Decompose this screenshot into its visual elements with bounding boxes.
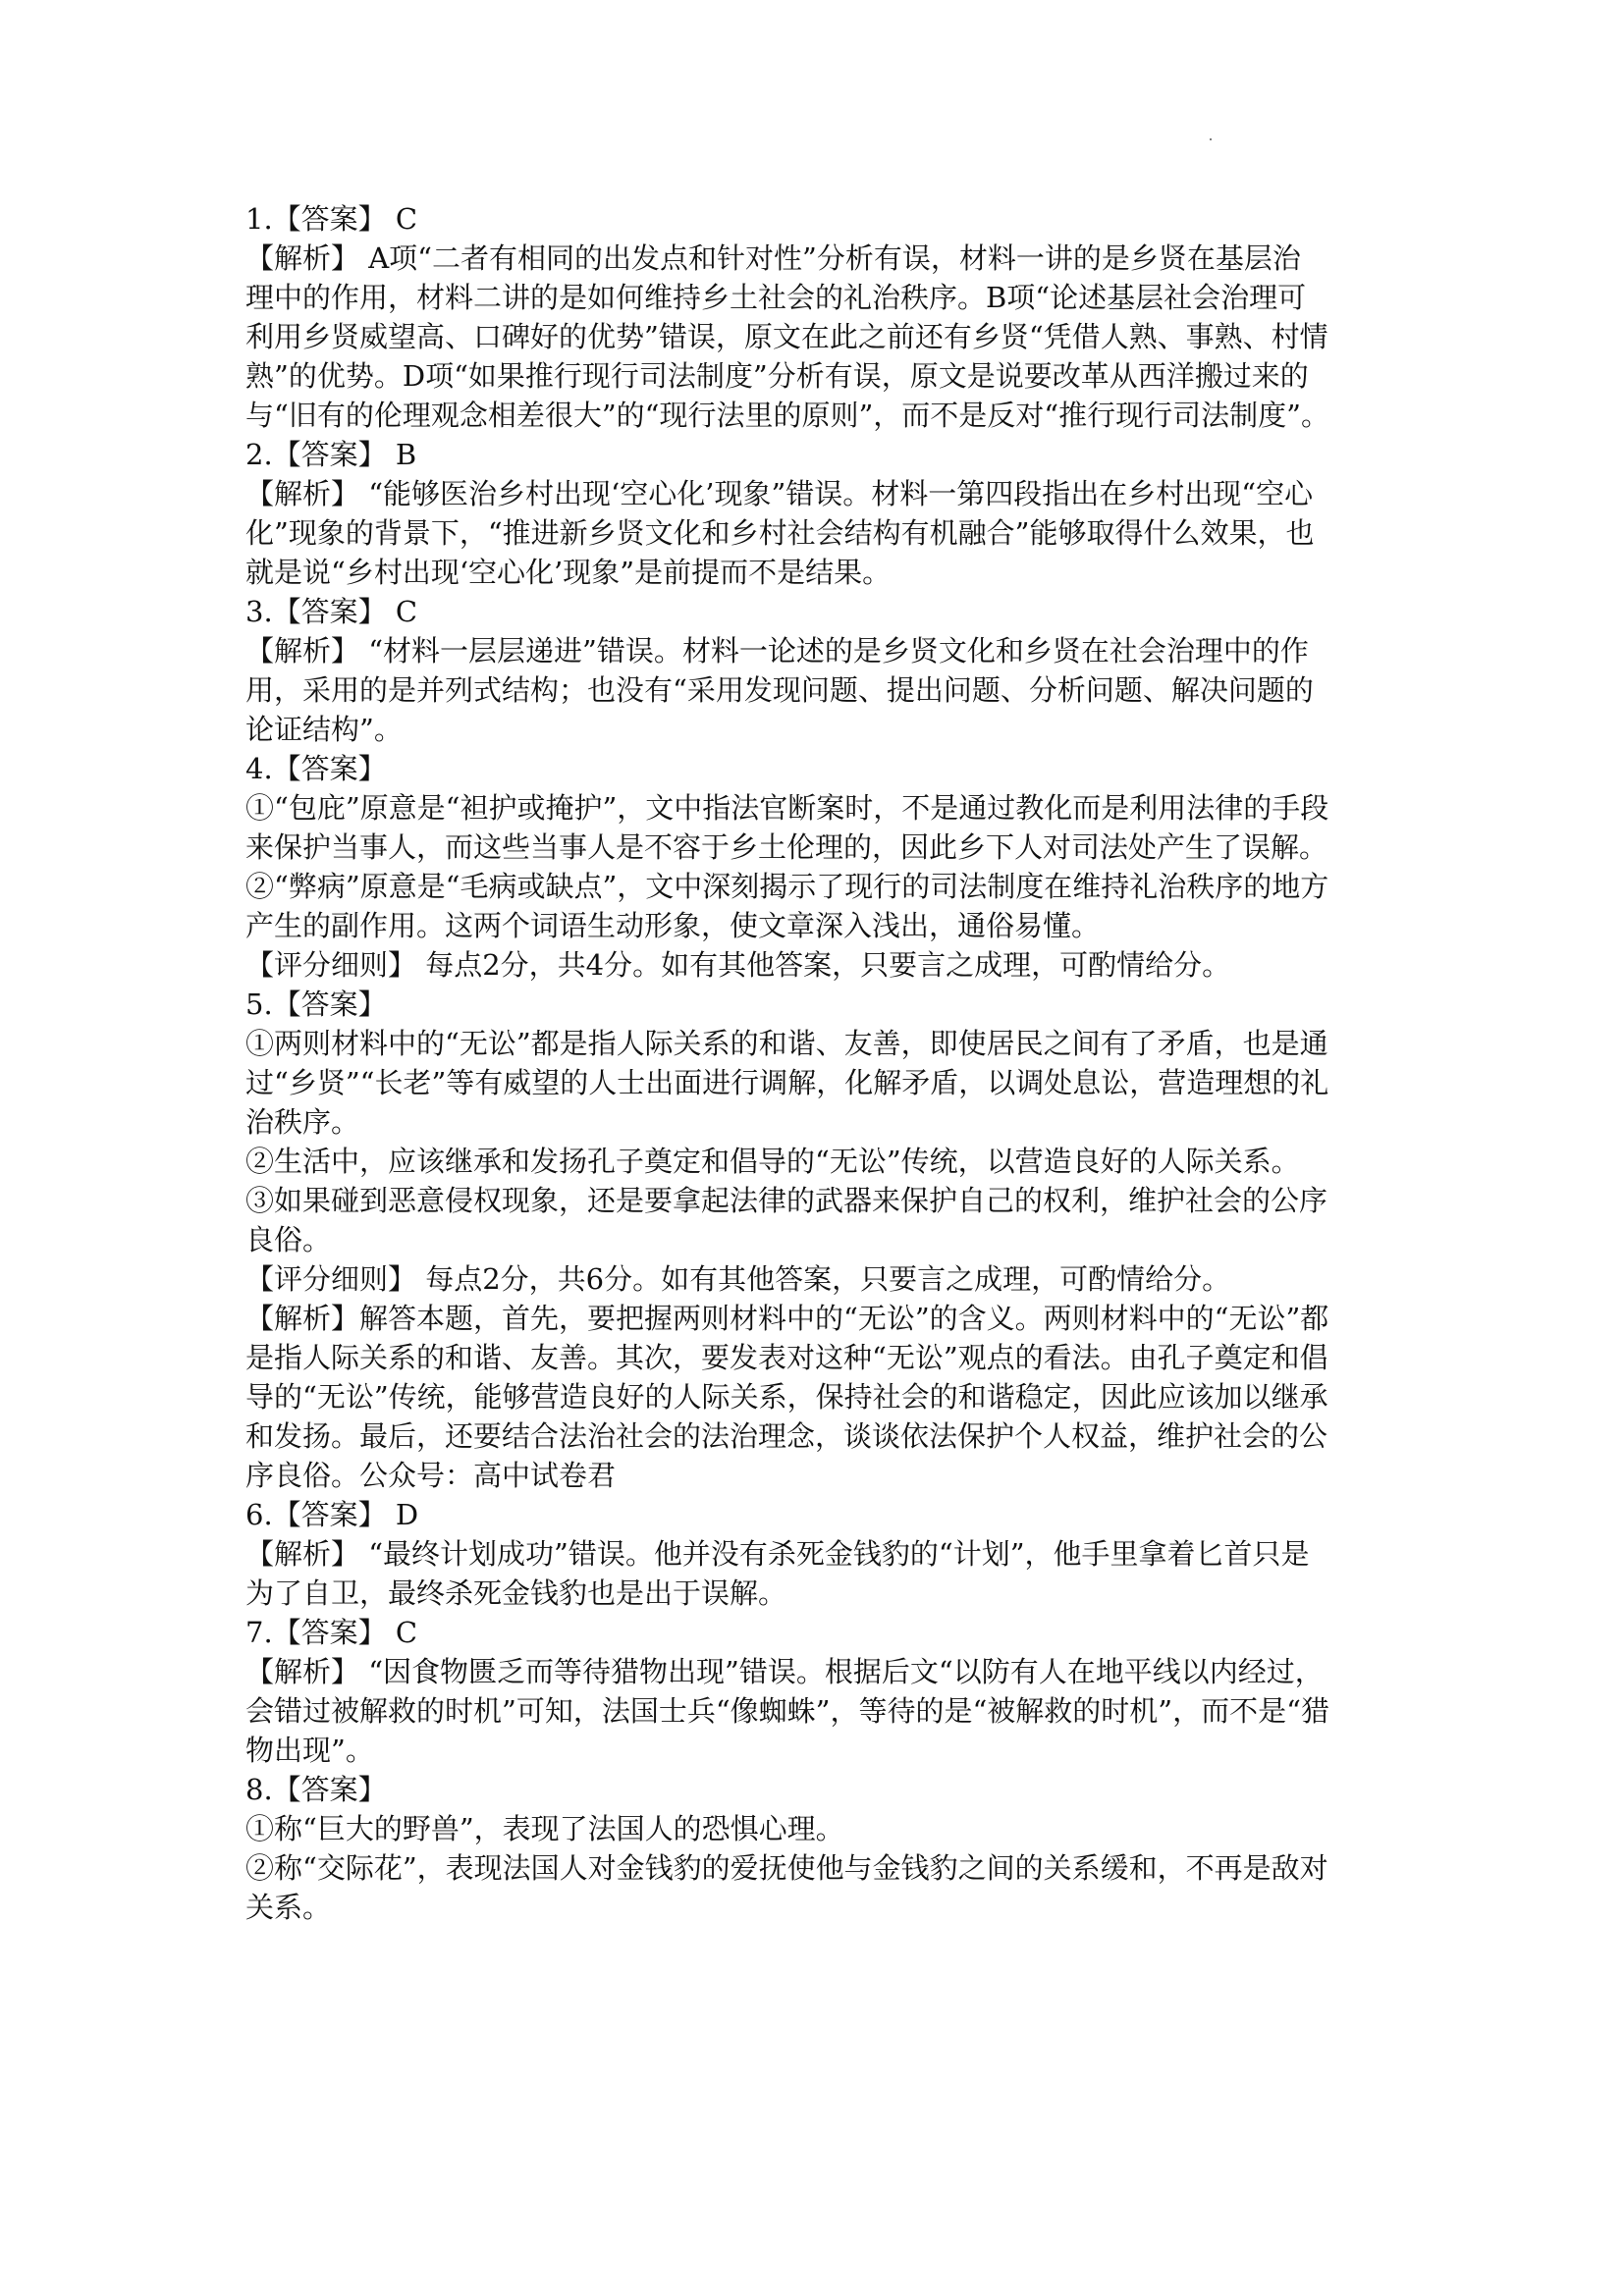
- text-line: 来保护当事人，而这些当事人是不容于乡土伦理的，因此乡下人对司法处产生了误解。: [245, 830, 1328, 864]
- text-line: 理中的作用，材料二讲的是如何维持乡土社会的礼治秩序。B项“论述基层社会治理可: [245, 281, 1307, 314]
- text-line: 良俗。: [245, 1223, 332, 1256]
- text-line: 是指人际关系的和谐、友善。其次，要发表对这种“无讼”观点的看法。由孔子奠定和倡: [245, 1341, 1328, 1374]
- text-line: 【解析】 “材料一层层递进”错误。材料一论述的是乡贤文化和乡贤在社会治理中的作: [245, 634, 1309, 667]
- text-line: 3.【答案】 C: [245, 595, 418, 628]
- text-line: ②生活中，应该继承和发扬孔子奠定和倡导的“无讼”传统，以营造良好的人际关系。: [245, 1145, 1300, 1178]
- text-line: 用，采用的是并列式结构；也没有“采用发现问题、提出问题、分析问题、解决问题的: [245, 673, 1314, 707]
- text-line: 关系。: [245, 1891, 332, 1924]
- text-line: ③如果碰到恶意侵权现象，还是要拿起法律的武器来保护自己的权利，维护社会的公序: [245, 1184, 1328, 1217]
- text-line: 利用乡贤威望高、口碑好的优势”错误，原文在此之前还有乡贤“凭借人熟、事熟、村情: [245, 320, 1328, 353]
- text-line: 和发扬。最后，还要结合法治社会的法治理念，谈谈依法保护个人权益，维护社会的公: [245, 1419, 1328, 1453]
- text-line: ②“弊病”原意是“毛病或缺点”，文中深刻揭示了现行的司法制度在维持礼治秩序的地方: [245, 870, 1329, 903]
- text-line: 5.【答案】: [245, 988, 387, 1021]
- text-line: 【评分细则】 每点2分，共4分。如有其他答案，只要言之成理，可酌情给分。: [245, 948, 1231, 982]
- text-line: 4.【答案】: [245, 752, 387, 785]
- text-line: 1.【答案】 C: [245, 202, 418, 236]
- text-line: 【解析】解答本题，首先，要把握两则材料中的“无讼”的含义。两则材料中的“无讼”都: [245, 1302, 1329, 1335]
- text-line: 2.【答案】 B: [245, 438, 417, 471]
- text-line: 【评分细则】 每点2分，共6分。如有其他答案，只要言之成理，可酌情给分。: [245, 1262, 1231, 1296]
- text-line: 导的“无讼”传统，能够营造良好的人际关系，保持社会的和谐稳定，因此应该加以继承: [245, 1380, 1328, 1414]
- text-line: 为了自卫，最终杀死金钱豹也是出于误解。: [245, 1576, 787, 1610]
- scan-speck: [1210, 138, 1212, 140]
- text-line: 熟”的优势。D项“如果推行现行司法制度”分析有误，原文是说要改革从西洋搬过来的: [245, 359, 1309, 393]
- text-line: 论证结构”。: [245, 713, 403, 746]
- text-line: ①两则材料中的“无讼”都是指人际关系的和谐、友善，即使居民之间有了矛盾，也是通: [245, 1027, 1328, 1060]
- text-line: 【解析】 “最终计划成功”错误。他并没有杀死金钱豹的“计划”，他手里拿着匕首只是: [245, 1537, 1310, 1571]
- text-line: ①称“巨大的野兽”，表现了法国人的恐惧心理。: [245, 1812, 844, 1845]
- text-line: 化”现象的背景下，“推进新乡贤文化和乡村社会结构有机融合”能够取得什么效果，也: [245, 516, 1315, 550]
- text-line: 与“旧有的伦理观念相差很大”的“现行法里的原则”，而不是反对“推行现行司法制度”。: [245, 399, 1329, 432]
- text-line: ①“包庇”原意是“袒护或掩护”，文中指法官断案时，不是通过教化而是利用法律的手段: [245, 791, 1329, 825]
- text-line: 【解析】 A项“二者有相同的出发点和针对性”分析有误，材料一讲的是乡贤在基层治: [245, 241, 1301, 275]
- text-line: 6.【答案】 D: [245, 1498, 419, 1531]
- text-line: 治秩序。: [245, 1105, 360, 1139]
- text-line: 序良俗。公众号：高中试卷君: [245, 1459, 617, 1492]
- text-line: 过“乡贤”“长老”等有威望的人士出面进行调解，化解矛盾，以调处息讼，营造理想的礼: [245, 1066, 1329, 1099]
- text-line: 7.【答案】 C: [245, 1616, 418, 1649]
- text-line: 就是说“乡村出现‘空心化’现象”是前提而不是结果。: [245, 556, 892, 589]
- text-line: 会错过被解救的时机”可知，法国士兵“像蜘蛛”，等待的是“被解救的时机”，而不是“猎: [245, 1694, 1329, 1728]
- text-line: 【解析】 “能够医治乡村出现‘空心化’现象”错误。材料一第四段指出在乡村出现“空心: [245, 477, 1314, 510]
- text-line: 【解析】 “因食物匮乏而等待猎物出现”错误。根据后文“以防有人在地平线以内经过，: [245, 1655, 1324, 1688]
- text-line: 8.【答案】: [245, 1773, 387, 1806]
- answer-key-text: [245, 199, 1389, 1927]
- text-line: 物出现”。: [245, 1734, 374, 1767]
- text-line: 产生的副作用。这两个词语生动形象，使文章深入浅出，通俗易懂。: [245, 909, 1101, 942]
- text-line: ②称“交际花”，表现法国人对金钱豹的爱抚使他与金钱豹之间的关系缓和，不再是敌对: [245, 1851, 1328, 1885]
